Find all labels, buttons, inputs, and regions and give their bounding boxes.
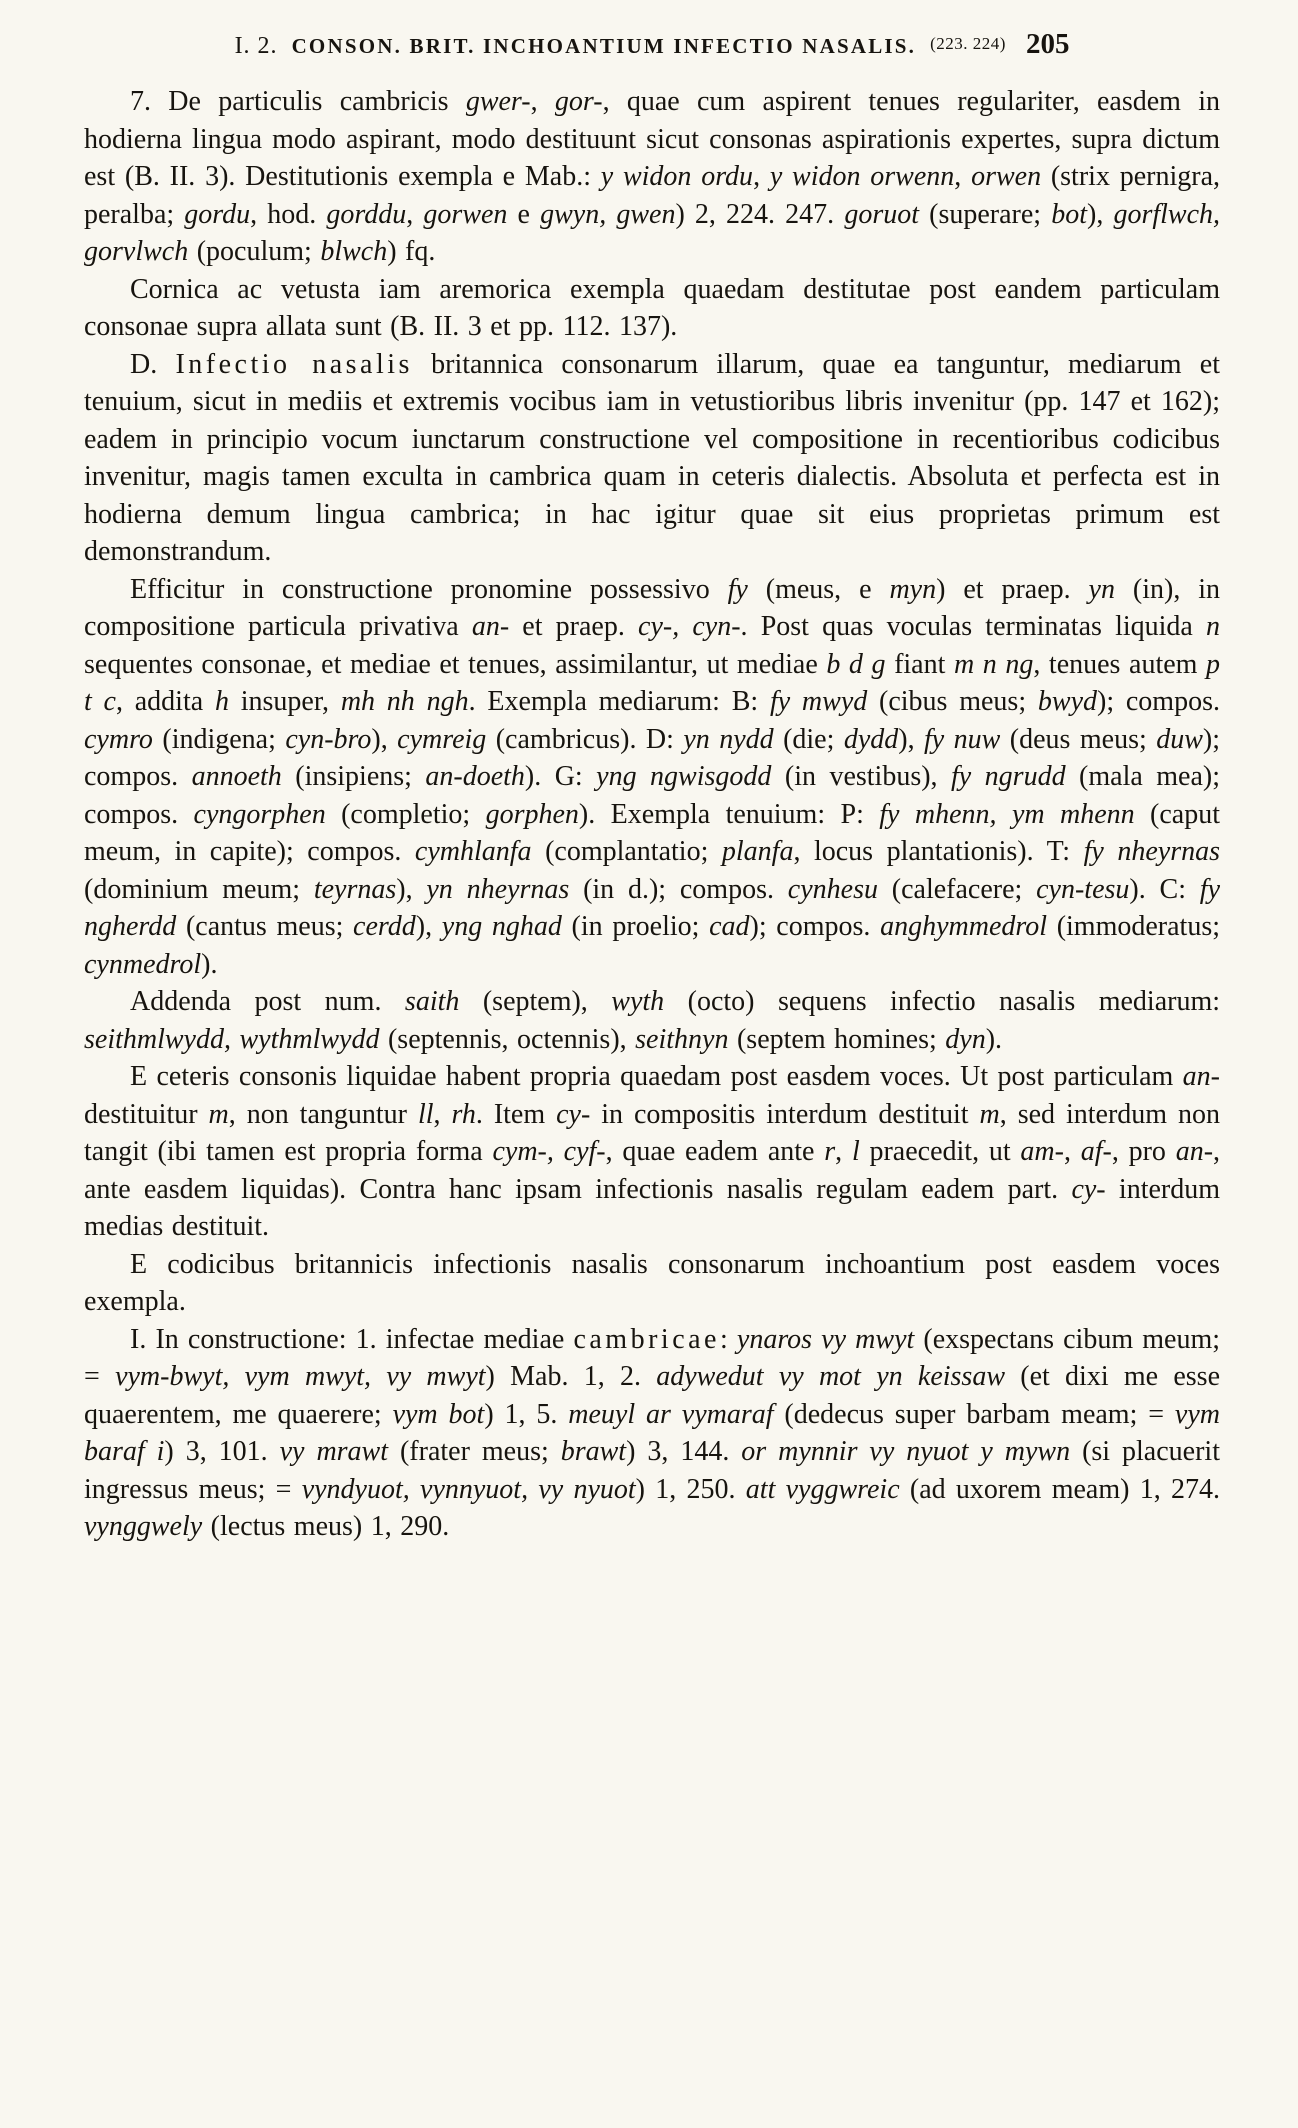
italic-text-run: cy-: [556, 1098, 591, 1130]
italic-text-run: blwch: [320, 236, 388, 267]
italic-text-run: cyn-tesu: [1036, 873, 1130, 905]
text-run: (indigena;: [152, 723, 286, 755]
italic-text-run: fy ngrudd: [951, 761, 1066, 792]
text-run: ),: [898, 723, 925, 755]
italic-text-run: an-: [1182, 1061, 1220, 1092]
text-run: interdum medias destituit.: [84, 1173, 1221, 1242]
text-run: 7. De particulis cambricis: [130, 86, 466, 117]
paragraph: [84, 271, 1220, 346]
text-run: (in), in compositione particula privativa: [84, 573, 1221, 642]
italic-text-run: an-doeth: [425, 761, 525, 792]
italic-text-run: rh: [451, 1098, 476, 1130]
italic-text-run: dyn: [945, 1023, 986, 1055]
text-run: (completio;: [325, 798, 486, 830]
italic-text-run: bot: [1051, 198, 1087, 230]
text-run: (calefacere;: [877, 873, 1037, 905]
letterspaced-text-run: Infectio nasalis: [175, 348, 413, 380]
italic-text-run: cerdd: [353, 911, 416, 942]
text-run: (dominium meum;: [84, 873, 314, 905]
text-run: (poculum;: [188, 236, 321, 267]
text-run: ,: [1063, 1136, 1081, 1167]
text-run: e: [507, 198, 541, 230]
italic-text-run: n: [1206, 611, 1220, 642]
text-run: ); compos.: [1097, 686, 1220, 717]
text-run: (cibus meus;: [867, 686, 1038, 717]
text-run: (cantus meus;: [176, 911, 354, 942]
italic-text-run: planfa: [721, 836, 794, 867]
italic-text-run: fy mhenn, ym mhenn: [879, 798, 1135, 830]
italic-text-run: gwer-: [465, 86, 531, 117]
text-run: ,: [530, 86, 555, 117]
text-run: , addita: [115, 686, 215, 717]
italic-text-run: fy mwyd: [769, 686, 868, 717]
text-run: (strix pernigra, peralba;: [84, 161, 1220, 230]
italic-text-run: gorflwch, gorvlwch: [84, 198, 1221, 267]
page-number: 205: [1025, 28, 1070, 60]
italic-text-run: an-: [471, 611, 510, 642]
text-run: , tenues autem: [1033, 648, 1207, 680]
italic-text-run: vym bot: [392, 1398, 485, 1430]
text-run: insuper,: [228, 686, 341, 717]
italic-text-run: seithnyn: [635, 1023, 729, 1055]
italic-text-run: yn nydd: [683, 723, 774, 755]
italic-text-run: gorddu: [326, 198, 407, 230]
italic-text-run: or mynnir vy nyuot y mywn: [741, 1436, 1071, 1467]
italic-text-run: cy-: [1071, 1173, 1106, 1205]
italic-text-run: r: [824, 1136, 836, 1167]
italic-text-run: vy mrawt: [279, 1436, 389, 1467]
text-run: E codicibus britannicis infectionis nasalis consonarum inchoantium post easdem voces exempla.: [84, 1248, 1220, 1317]
italic-text-run: cynmedrol: [84, 948, 202, 980]
italic-text-run: vym-bwyt, vym mwyt, vy mwyt: [115, 1361, 486, 1392]
italic-text-run: myn: [889, 573, 937, 605]
text-run: , ante easdem liquidas). Contra hanc ipsam infectionis nasalis regulam eadem part.: [84, 1136, 1221, 1205]
text-run: , sed interdum non tangit (ibi tamen est propria forma: [84, 1098, 1221, 1167]
text-run: :: [719, 1323, 737, 1355]
text-run: ),: [1087, 198, 1114, 230]
text-run: , locus plantationis). T:: [793, 836, 1084, 867]
text-run: ); compos.: [749, 911, 881, 942]
letterspaced-text-run: cambricae: [573, 1323, 720, 1355]
text-run: (exspectans cibum meum; =: [84, 1323, 1221, 1392]
text-run: (immoderatus;: [1047, 911, 1220, 942]
italic-text-run: cy-, cyn-: [638, 611, 741, 642]
text-run: ); compos.: [84, 723, 1221, 792]
text-run: (septennis, octennis),: [379, 1023, 636, 1055]
italic-text-run: duw: [1156, 723, 1203, 755]
italic-text-run: seithmlwydd, wythmlwydd: [84, 1023, 380, 1055]
text-run: (insipiens;: [281, 761, 426, 792]
text-run: ,: [954, 161, 972, 192]
italic-text-run: gordu: [184, 198, 251, 230]
header-section-number: I. 2.: [234, 33, 278, 59]
paragraph: [84, 346, 1220, 571]
header-title: CONSON. BRIT. INCHOANTIUM INFECTIO NASALIS.: [291, 34, 917, 58]
italic-text-run: ll: [417, 1098, 434, 1130]
italic-text-run: gor-: [554, 86, 603, 117]
text-run: (deus meus;: [1000, 723, 1157, 755]
text-run: destituitur: [84, 1098, 209, 1130]
italic-text-run: m: [208, 1098, 229, 1130]
italic-text-run: ynaros vy mwyt: [736, 1323, 915, 1355]
text-run: (si placuerit ingressus meus; =: [84, 1436, 1220, 1505]
page-content: [84, 83, 1220, 1546]
text-run: ,: [406, 198, 424, 230]
text-run: (in vestibus),: [771, 761, 952, 792]
italic-text-run: cym-, cyf-: [492, 1136, 606, 1167]
text-run: (mala mea); compos.: [84, 761, 1220, 830]
italic-text-run: yng ngwisgodd: [596, 761, 772, 792]
italic-text-run: wyth: [611, 986, 665, 1017]
italic-text-run: teyrnas: [313, 873, 397, 905]
italic-text-run: an-: [1175, 1136, 1214, 1167]
text-run: ) fq.: [387, 236, 436, 267]
italic-text-run: goruot: [844, 198, 920, 230]
text-run: ),: [396, 873, 427, 905]
italic-text-run: annoeth: [191, 761, 282, 792]
text-run: (et dixi me esse quaerentem, me quaerere;: [84, 1361, 1220, 1430]
text-run: (in d.); compos.: [569, 873, 788, 905]
text-run: ). Exempla tenuium: P:: [578, 798, 880, 830]
text-run: ),: [415, 911, 442, 942]
text-run: (lectus meus) 1, 290.: [202, 1511, 450, 1542]
text-run: D.: [130, 348, 176, 380]
paragraph: [84, 1246, 1220, 1321]
italic-text-run: m: [979, 1098, 1000, 1130]
italic-text-run: saith: [404, 986, 460, 1017]
text-run: ).: [985, 1023, 1003, 1055]
italic-text-run: fy ngherdd: [84, 873, 1221, 942]
paragraph: [84, 83, 1220, 271]
text-run: ). G:: [524, 761, 597, 792]
text-run: ). C:: [1129, 873, 1200, 905]
italic-text-run: fy nuw: [924, 723, 1001, 755]
text-run: ) 1, 250.: [635, 1473, 746, 1505]
text-run: (caput meum, in capite); compos.: [84, 798, 1221, 867]
text-run: ) et praep.: [936, 573, 1089, 605]
text-run: (septem),: [459, 986, 612, 1017]
italic-text-run: cymreig: [397, 723, 487, 755]
text-run: (complantatio;: [531, 836, 722, 867]
text-run: praecedit, ut: [859, 1136, 1021, 1167]
text-run: , quae cum aspirent tenues regulariter, easdem in hodierna lingua modo aspirant, modo destituunt sicut consonas aspirationis expertes, supra dictum est (B. II. 3). Destitutionis exempla e Mab.:: [84, 86, 1220, 192]
running-header: [84, 28, 1220, 61]
text-run: ) Mab. 1, 2.: [485, 1361, 657, 1392]
paragraph: [84, 571, 1220, 984]
text-run: , hod.: [250, 198, 327, 230]
text-run: Efficitur in constructione pronomine possessivo: [130, 573, 728, 605]
text-run: britannica consonarum illarum, quae ea tanguntur, mediarum et tenuium, sicut in mediis et extremis vocibus iam in vetustioribus libris invenitur (pp. 147 et 162); eadem in principio vocum iunctarum constructione vel compositione in recentioribus codicibus invenitur, magis tamen exculta in cambrica quam in ceteris dialectis. Absoluta et perfecta est in hodierna demum lingua cambrica; in hac igitur quae sit eius proprietas primum est demonstrandum.: [84, 348, 1220, 567]
italic-text-run: gorphen: [485, 798, 579, 830]
header-reference: (223. 224): [930, 34, 1006, 53]
text-run: . Item: [475, 1098, 557, 1130]
italic-text-run: vyndyuot, vynnyuot, vy nyuot: [301, 1473, 636, 1505]
italic-text-run: m n ng: [953, 648, 1034, 680]
text-run: (cambricus). D:: [486, 723, 684, 755]
text-run: ) 3, 101.: [164, 1436, 280, 1467]
italic-text-run: cyn-bro: [285, 723, 372, 755]
italic-text-run: am-: [1020, 1136, 1064, 1167]
italic-text-run: fy: [727, 573, 748, 605]
text-run: (septem homines;: [728, 1023, 946, 1055]
text-run: (meus, e: [747, 573, 890, 605]
text-run: (frater meus;: [388, 1436, 561, 1467]
text-run: ).: [201, 948, 218, 980]
text-run: . Exempla mediarum: B:: [468, 686, 770, 717]
italic-text-run: att vyggwreic: [745, 1473, 900, 1505]
italic-text-run: gorwen: [423, 198, 508, 230]
italic-text-run: brawt: [560, 1436, 627, 1467]
text-run: (octo) sequens infectio nasalis mediarum:: [664, 986, 1221, 1017]
italic-text-run: cynhesu: [787, 873, 878, 905]
italic-text-run: cymhlanfa: [414, 836, 532, 867]
italic-text-run: y widon orwenn: [769, 161, 955, 192]
text-run: (in proelio;: [561, 911, 710, 942]
paragraph: [84, 1321, 1220, 1546]
text-run: , pro: [1111, 1136, 1176, 1167]
text-run: , non tanguntur: [228, 1098, 418, 1130]
italic-text-run: cymro: [84, 723, 153, 755]
italic-text-run: mh nh ngh: [340, 686, 469, 717]
italic-text-run: af-: [1080, 1136, 1112, 1167]
italic-text-run: adywedut vy mot yn keissaw: [656, 1361, 1005, 1392]
text-run: fiant: [885, 648, 954, 680]
text-run: ,: [835, 1136, 852, 1167]
italic-text-run: cad: [709, 911, 750, 942]
text-run: ,: [433, 1098, 452, 1130]
italic-text-run: anghymmedrol: [880, 911, 1048, 942]
italic-text-run: yn: [1088, 573, 1115, 605]
text-run: Addenda post num.: [130, 986, 405, 1017]
italic-text-run: gwyn, gwen: [540, 198, 676, 230]
italic-text-run: y widon ordu: [600, 161, 754, 192]
italic-text-run: meuyl ar vymaraf: [568, 1398, 774, 1430]
paragraph: [84, 983, 1220, 1058]
text-run: in compositis interdum destituit: [590, 1098, 980, 1130]
text-run: E ceteris consonis liquidae habent propria quaedam post easdem voces. Ut post particulam: [130, 1061, 1183, 1092]
italic-text-run: vynggwely: [84, 1511, 203, 1542]
italic-text-run: b d g: [826, 648, 886, 680]
text-run: ),: [371, 723, 398, 755]
text-run: . Post quas voculas terminatas liquida: [740, 611, 1206, 642]
italic-text-run: yng nghad: [441, 911, 562, 942]
text-run: ) 3, 144.: [626, 1436, 742, 1467]
italic-text-run: cyngorphen: [193, 798, 326, 830]
text-run: (die;: [773, 723, 844, 755]
text-run: (ad uxorem meam) 1, 274.: [899, 1473, 1220, 1505]
text-run: ,: [753, 161, 770, 192]
paragraph: [84, 1058, 1220, 1246]
italic-text-run: l: [851, 1136, 860, 1167]
text-run: Cornica ac vetusta iam aremorica exempla quaedam destitutae post eandem particulam consonae supra allata sunt (B. II. 3 et pp. 112. 137).: [84, 273, 1220, 342]
text-run: , quae eadem ante: [605, 1136, 825, 1167]
italic-text-run: h: [214, 686, 229, 717]
italic-text-run: bwyd: [1037, 686, 1097, 717]
italic-text-run: fy nheyrnas: [1083, 836, 1220, 867]
text-run: I. In constructione: 1. infectae mediae: [130, 1323, 574, 1355]
text-run: (superare;: [919, 198, 1052, 230]
text-run: ) 2, 224. 247.: [675, 198, 845, 230]
text-run: ) 1, 5.: [484, 1398, 569, 1430]
text-run: (dedecus super barbam meam; =: [773, 1398, 1175, 1430]
italic-text-run: dydd: [843, 723, 899, 755]
text-run: sequentes consonae, et mediae et tenues, assimilantur, ut mediae: [84, 648, 827, 680]
italic-text-run: p t c: [84, 648, 1221, 717]
text-run: et praep.: [509, 611, 639, 642]
italic-text-run: orwen: [971, 161, 1042, 192]
italic-text-run: vym baraf i: [84, 1398, 1220, 1467]
italic-text-run: yn nheyrnas: [426, 873, 570, 905]
